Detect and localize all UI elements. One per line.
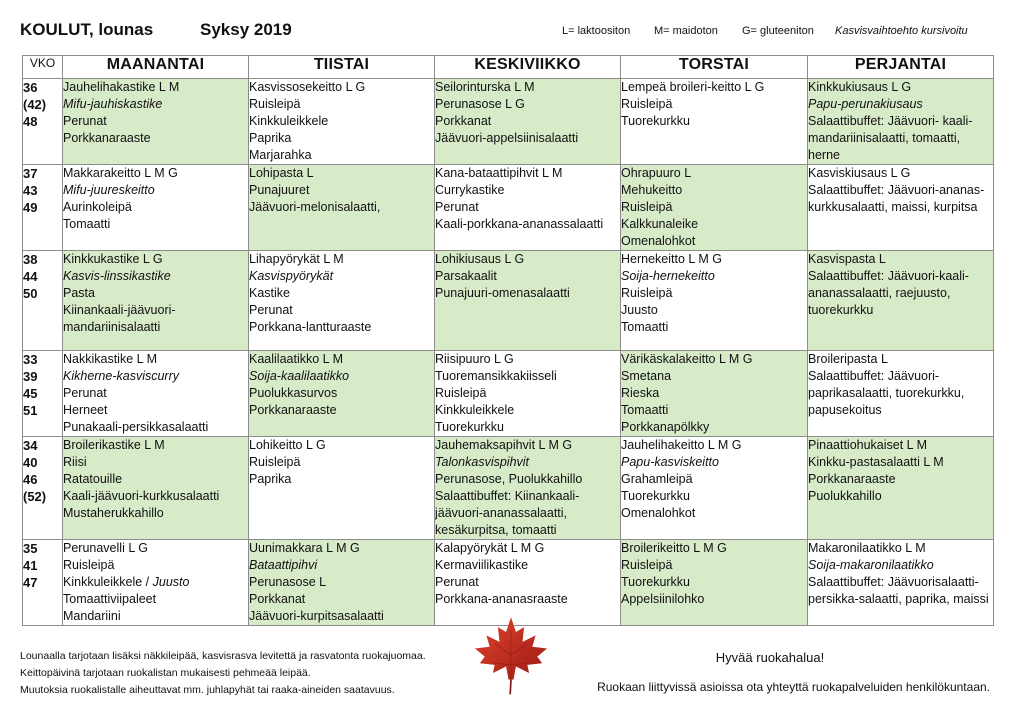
menu-cell xyxy=(249,165,435,251)
menu-item: Tuorekurkku xyxy=(621,114,691,128)
menu-cell xyxy=(621,165,808,251)
menu-item: Puolukkasurvos xyxy=(249,386,338,400)
menu-item: Kalapyörykät L M G xyxy=(435,541,545,555)
week-number: 50 xyxy=(23,286,38,301)
menu-cell xyxy=(63,351,249,437)
season-label: Syksy 2019 xyxy=(200,20,292,39)
week-number: 38 xyxy=(23,252,38,267)
day-header-friday: PERJANTAI xyxy=(808,56,994,79)
menu-item: Salaattibuffet: Kiinankaali-jäävuori-ananassalaatti, kesäkurpitsa, tomaatti xyxy=(435,489,580,537)
menu-item: Perunasose, Puolukkahillo xyxy=(435,472,583,486)
menu-item: Porkkanaraaste xyxy=(249,403,337,417)
menu-item: Mehukeitto xyxy=(621,183,683,197)
menu-item: Salaattibuffet: Jäävuorisalaatti-persikka-salaatti, paprika, maissi xyxy=(808,575,989,606)
menu-row xyxy=(23,165,994,251)
week-number: 36 xyxy=(23,80,38,95)
menu-row xyxy=(23,351,994,437)
menu-item-vegetarian: Soija-hernekeitto xyxy=(621,269,715,283)
week-number: 45 xyxy=(23,386,38,401)
menu-item-vegetarian: Mifu-jauhiskastike xyxy=(63,97,163,111)
menu-cell xyxy=(621,540,808,626)
menu-item: Grahamleipä xyxy=(621,472,693,486)
week-number: 35 xyxy=(23,541,38,556)
menu-item-vegetarian: Bataattipihvi xyxy=(249,558,318,572)
menu-cell xyxy=(435,251,621,351)
week-number: 33 xyxy=(23,352,38,367)
menu-item: Jäävuori-kurpitsasalaatti xyxy=(249,609,384,623)
week-number: (52) xyxy=(23,489,47,504)
menu-item-vegetarian: Kasvis-linssikastike xyxy=(63,269,171,283)
menu-cell xyxy=(621,351,808,437)
menu-item: Kinkkukastike L G xyxy=(63,252,163,266)
menu-item: Kana-bataattipihvit L M xyxy=(435,166,563,180)
menu-cell xyxy=(808,351,994,437)
menu-item: Marjarahka xyxy=(249,148,312,162)
menu-item: Punakaali-persikkasalaatti xyxy=(63,420,209,434)
week-number: 47 xyxy=(23,575,38,590)
greeting-text: Hyvää ruokahalua! xyxy=(715,650,825,665)
menu-item: Parsakaalit xyxy=(435,269,497,283)
week-numbers xyxy=(23,165,63,251)
menu-item: Makkarakeitto L M G xyxy=(63,166,178,180)
day-header-row xyxy=(23,56,994,79)
menu-item: Seilorinturska L M xyxy=(435,80,535,94)
menu-item: Lempeä broileri-keitto L G xyxy=(621,80,765,94)
menu-cell xyxy=(63,79,249,165)
menu-item: Broilerikeitto L M G xyxy=(621,541,727,555)
menu-item: Riisipuuro L G xyxy=(435,352,514,366)
menu-cell xyxy=(435,79,621,165)
day-header-monday: MAANANTAI xyxy=(63,56,249,79)
footer-note: Keittopäivinä tarjotaan ruokalistan mukaisesti pehmeää leipää. xyxy=(20,667,311,679)
menu-item: Puolukkahillo xyxy=(808,489,882,503)
menu-item: Hernekeitto L M G xyxy=(621,252,722,266)
menu-item: Pasta xyxy=(63,286,95,300)
menu-item: Kiinankaali-jäävuori-mandariinisalaatti xyxy=(63,303,176,334)
menu-item: Ohrapuuro L xyxy=(621,166,692,180)
menu-item: Ruisleipä xyxy=(435,386,487,400)
menu-item: Lohikeitto L G xyxy=(249,438,326,452)
menu-item: Kinkkukiusaus L G xyxy=(808,80,912,94)
page-title: KOULUT, lounas xyxy=(20,20,154,39)
week-number: 39 xyxy=(23,369,38,384)
day-header-thursday: TORSTAI xyxy=(621,56,808,79)
menu-item: Perunasose L xyxy=(249,575,327,589)
menu-item-vegetarian: Juusto xyxy=(152,575,190,589)
maple-leaf-icon xyxy=(470,612,552,698)
menu-item: Kermaviilikastike xyxy=(435,558,529,572)
menu-item: Tomaattiviipaleet xyxy=(63,592,157,606)
menu-item: Jäävuori-appelsiinisalaatti xyxy=(435,131,579,145)
menu-item: Broileripasta L xyxy=(808,352,888,366)
week-number: 37 xyxy=(23,166,38,181)
week-number: 44 xyxy=(23,269,38,284)
menu-item: Omenalohkot xyxy=(621,234,696,248)
menu-item: Porkkana-ananasraaste xyxy=(435,592,568,606)
menu-item: Perunat xyxy=(435,200,479,214)
week-number: 40 xyxy=(23,455,38,470)
menu-item: Rieska xyxy=(621,386,660,400)
menu-item: Ruisleipä xyxy=(621,97,673,111)
menu-item: Uunimakkara L M G xyxy=(249,541,360,555)
week-number: 34 xyxy=(23,438,38,453)
menu-cell xyxy=(249,251,435,351)
menu-item: Currykastike xyxy=(435,183,505,197)
menu-item: Perunasose L G xyxy=(435,97,525,111)
day-header-tuesday: TIISTAI xyxy=(249,56,435,79)
menu-item: Jauhelihakastike L M xyxy=(63,80,180,94)
menu-item: Tomaatti xyxy=(621,403,669,417)
week-number: 41 xyxy=(23,558,38,573)
menu-item: Ruisleipä xyxy=(621,558,673,572)
menu-item: Jäävuori-melonisalaatti, xyxy=(249,200,381,214)
footer-notes xyxy=(20,648,480,699)
menu-item: Kalkkunaleike xyxy=(621,217,699,231)
menu-item-text: Kinkkuleikkele / xyxy=(63,575,153,589)
menu-cell xyxy=(808,437,994,540)
week-number: (42) xyxy=(23,97,47,112)
legend-gluten-free: G= gluteeniton xyxy=(742,25,814,37)
week-number: 46 xyxy=(23,472,38,487)
menu-item: Broilerikastike L M xyxy=(63,438,165,452)
legend-vegetarian-italic: Kasvisvaihtoehto kursivoitu xyxy=(835,25,968,37)
menu-item: Perunat xyxy=(435,575,479,589)
menu-cell xyxy=(621,79,808,165)
menu-cell xyxy=(808,79,994,165)
menu-cell xyxy=(435,165,621,251)
menu-item: Punajuuri-omenasalaatti xyxy=(435,286,570,300)
menu-item: Jauhelihakeitto L M G xyxy=(621,438,742,452)
menu-cell xyxy=(249,437,435,540)
menu-item: Paprika xyxy=(249,472,292,486)
menu-row xyxy=(23,79,994,165)
menu-item: Tuorekurkku xyxy=(435,420,505,434)
menu-item: Mustaherukkahillo xyxy=(63,506,164,520)
menu-item: Ruisleipä xyxy=(249,455,301,469)
week-numbers xyxy=(23,351,63,437)
menu-item: Riisi xyxy=(63,455,87,469)
menu-cell xyxy=(808,540,994,626)
menu-cell xyxy=(435,437,621,540)
menu-cell xyxy=(435,351,621,437)
menu-item-vegetarian: Mifu-juureskeitto xyxy=(63,183,155,197)
menu-item: Värikäskalakeitto L M G xyxy=(621,352,753,366)
menu-item: Perunat xyxy=(63,114,107,128)
menu-item: Jauhemaksapihvit L M G xyxy=(435,438,573,452)
menu-item: Salaattibuffet: Jäävuori-kaali-ananassalaatti, raejuusto, tuorekurkku xyxy=(808,269,969,317)
menu-item: Herneet xyxy=(63,403,108,417)
contact-text: Ruokaan liittyvissä asioissa ota yhteyttä ruokapalveluiden henkilökuntaan. xyxy=(597,680,990,694)
menu-item: Kasviskiusaus L G xyxy=(808,166,911,180)
menu-item: Salaattibuffet: Jäävuori- kaali-mandariinisalaatti, tomaatti, herne xyxy=(808,114,973,162)
menu-item: Punajuuret xyxy=(249,183,310,197)
menu-item: Porkkanapölkky xyxy=(621,420,710,434)
week-numbers xyxy=(23,437,63,540)
menu-item-vegetarian: Kikherne-kasviscurry xyxy=(63,369,180,383)
menu-cell xyxy=(249,79,435,165)
menu-item: Porkkanat xyxy=(249,592,306,606)
menu-item: Perunat xyxy=(249,303,293,317)
menu-item: Perunat xyxy=(63,386,107,400)
menu-item: Kinkku-pastasalaatti L M xyxy=(808,455,944,469)
week-number: 51 xyxy=(23,403,38,418)
menu-cell xyxy=(63,165,249,251)
menu-item: Tuoremansikkakiisseli xyxy=(435,369,557,383)
week-numbers xyxy=(23,79,63,165)
menu-item: Omenalohkot xyxy=(621,506,696,520)
menu-cell xyxy=(63,437,249,540)
menu-cell xyxy=(808,251,994,351)
menu-item: Tomaatti xyxy=(621,320,669,334)
legend-milk-free: M= maidoton xyxy=(654,25,718,37)
menu-item: Aurinkoleipä xyxy=(63,200,132,214)
week-numbers xyxy=(23,251,63,351)
menu-item-vegetarian: Talonkasvispihvit xyxy=(435,455,530,469)
menu-item: Porkkanaraaste xyxy=(63,131,151,145)
menu-item-vegetarian: Papu-kasviskeitto xyxy=(621,455,719,469)
menu-cell xyxy=(808,165,994,251)
menu-item: Ruisleipä xyxy=(621,286,673,300)
week-number: 48 xyxy=(23,114,38,129)
menu-item: Ruisleipä xyxy=(621,200,673,214)
day-header-wednesday: KESKIVIIKKO xyxy=(435,56,621,79)
menu-item: Kaalilaatikko L M xyxy=(249,352,344,366)
menu-item: Appelsiinilohko xyxy=(621,592,705,606)
menu-item: Kinkkuleikkele xyxy=(249,114,329,128)
menu-item: Ruisleipä xyxy=(249,97,301,111)
menu-item: Perunavelli L G xyxy=(63,541,148,555)
menu-item: Makaronilaatikko L M xyxy=(808,541,926,555)
menu-cell xyxy=(621,437,808,540)
menu-item: Kasvissosekeitto L G xyxy=(249,80,366,94)
menu-item: Smetana xyxy=(621,369,672,383)
week-number: 43 xyxy=(23,183,38,198)
menu-item: Nakkikastike L M xyxy=(63,352,158,366)
menu-item: Lohikiusaus L G xyxy=(435,252,525,266)
menu-item: Tuorekurkku xyxy=(621,489,691,503)
menu-item: Tuorekurkku xyxy=(621,575,691,589)
menu-item: Kinkkuleikkele xyxy=(435,403,515,417)
menu-cell xyxy=(249,351,435,437)
menu-item: Kaali-jäävuori-kurkkusalaatti xyxy=(63,489,220,503)
menu-cell xyxy=(63,540,249,626)
menu-item: Lohipasta L xyxy=(249,166,314,180)
menu-item: Tomaatti xyxy=(63,217,111,231)
week-column-header: VKO xyxy=(23,56,63,79)
menu-item: Ruisleipä xyxy=(63,558,115,572)
menu-item-vegetarian: Soija-kaalilaatikko xyxy=(249,369,350,383)
menu-item xyxy=(63,574,248,591)
menu-item-vegetarian: Soija-makaronilaatikko xyxy=(808,558,934,572)
menu-cell xyxy=(249,540,435,626)
week-number: 49 xyxy=(23,200,38,215)
menu-item: Porkkanat xyxy=(435,114,492,128)
menu-item: Salaattibuffet: Jäävuori-ananas-kurkkusalaatti, maissi, kurpitsa xyxy=(808,183,985,214)
menu-item: Mandariini xyxy=(63,609,121,623)
footer-note: Muutoksia ruokalistalle aiheuttavat mm. juhlapyhät tai raaka-aineiden saatavuus. xyxy=(20,684,395,696)
menu-item-vegetarian: Kasvispyörykät xyxy=(249,269,334,283)
menu-item: Pinaattiohukaiset L M xyxy=(808,438,928,452)
menu-item: Kastike xyxy=(249,286,290,300)
footer-note: Lounaalla tarjotaan lisäksi näkkileipää, kasvisrasva levitettä ja rasvatonta ruokajuomaa. xyxy=(20,650,426,662)
week-numbers xyxy=(23,540,63,626)
menu-item-vegetarian: Papu-perunakiusaus xyxy=(808,97,923,111)
menu-item: Juusto xyxy=(621,303,658,317)
menu-item: Kasvispasta L xyxy=(808,252,886,266)
menu-item: Porkkanaraaste xyxy=(808,472,896,486)
menu-row xyxy=(23,251,994,351)
menu-item: Ratatouille xyxy=(63,472,123,486)
menu-cell xyxy=(621,251,808,351)
page-header xyxy=(20,20,995,46)
menu-item: Salaattibuffet: Jäävuori-paprikasalaatti, tuorekurkku, papusekoitus xyxy=(808,369,965,417)
lunch-menu-table xyxy=(22,55,994,626)
menu-item: Paprika xyxy=(249,131,292,145)
menu-row xyxy=(23,437,994,540)
menu-item: Porkkana-lantturaaste xyxy=(249,320,372,334)
menu-cell xyxy=(63,251,249,351)
menu-item: Lihapyörykät L M xyxy=(249,252,344,266)
legend-lactose-free: L= laktoositon xyxy=(562,25,631,37)
menu-item: Kaali-porkkana-ananassalaatti xyxy=(435,217,604,231)
